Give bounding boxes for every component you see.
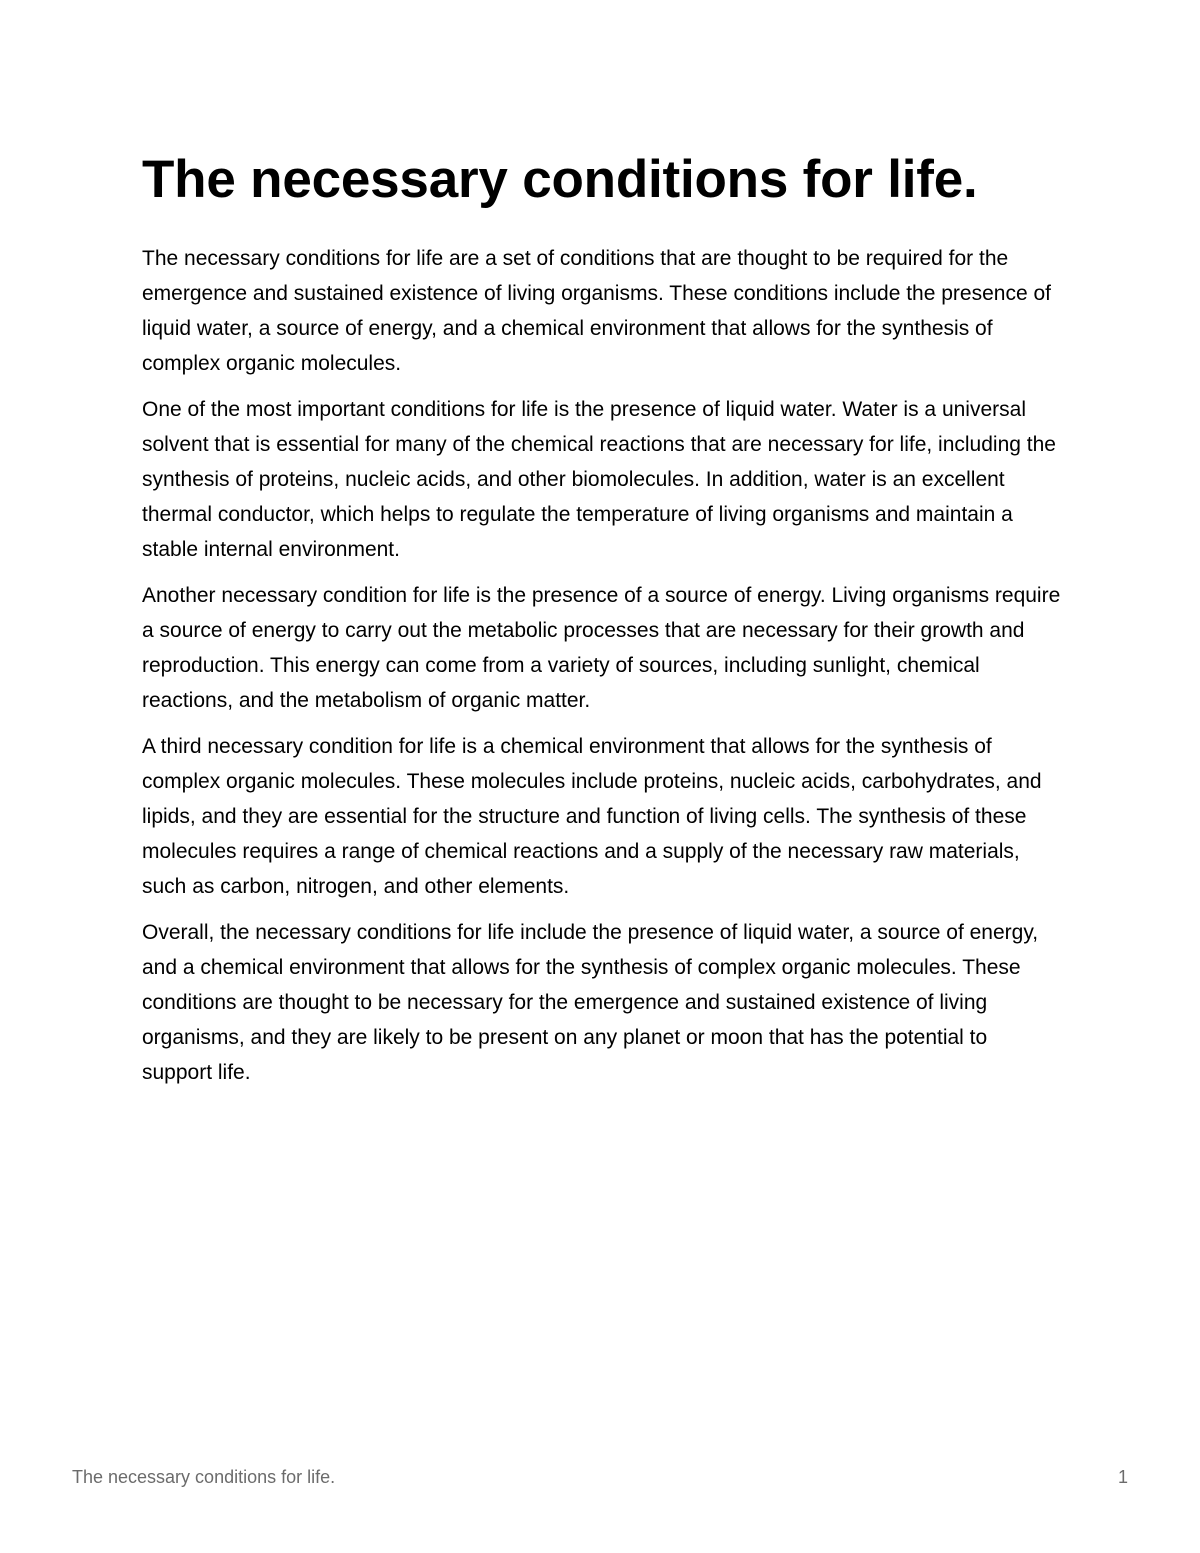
document-title: The necessary conditions for life.: [142, 150, 978, 209]
paragraph-overall: Overall, the necessary conditions for life include the presence of liquid water, a source of energy, and a chemical environment that allows for the synthesis of complex organic molecules. These conditions are thought to be necessary for the emergence and sustained existence of living organisms, and they are likely to be present on any planet or moon that has the potential to support life.: [142, 921, 1039, 1084]
footer-page-number: 1: [1117, 1467, 1128, 1487]
paragraph-chemical-environment: A third necessary condition for life is a chemical environment that allows for the synthesis of complex organic molecules. These molecules include proteins, nucleic acids, carbohydrates, and lipids, and they are essential for the structure and function of living cells. The synthesis of these molecules requires a range of chemical reactions and a supply of the necessary raw materials, such as carbon, nitrogen, and other elements.: [142, 735, 1042, 898]
paragraph-energy-source: Another necessary condition for life is the presence of a source of energy. Living organisms require a source of energy to carry out the metabolic processes that are necessary for their growth and reproduction. This energy can come from a variety of sources, including sunlight, chemical reactions, and the metabolism of organic matter.: [142, 584, 1061, 712]
document-body: [142, 148, 1062, 1101]
paragraph-intro: The necessary conditions for life are a set of conditions that are thought to be required for the emergence and sustained existence of living organisms. These conditions include the presence of liquid water, a source of energy, and a chemical environment that allows for the synthesis of complex organic molecules.: [142, 247, 1051, 375]
footer-document-title: The necessary conditions for life.: [72, 1467, 336, 1487]
paragraph-liquid-water: One of the most important conditions for life is the presence of liquid water. Water is a universal solvent that is essential for many of the chemical reactions that are necessary for life, including the synthesis of proteins, nucleic acids, and other biomolecules. In addition, water is an excellent thermal conductor, which helps to regulate the temperature of living organisms and maintain a stable internal environment.: [142, 398, 1056, 561]
